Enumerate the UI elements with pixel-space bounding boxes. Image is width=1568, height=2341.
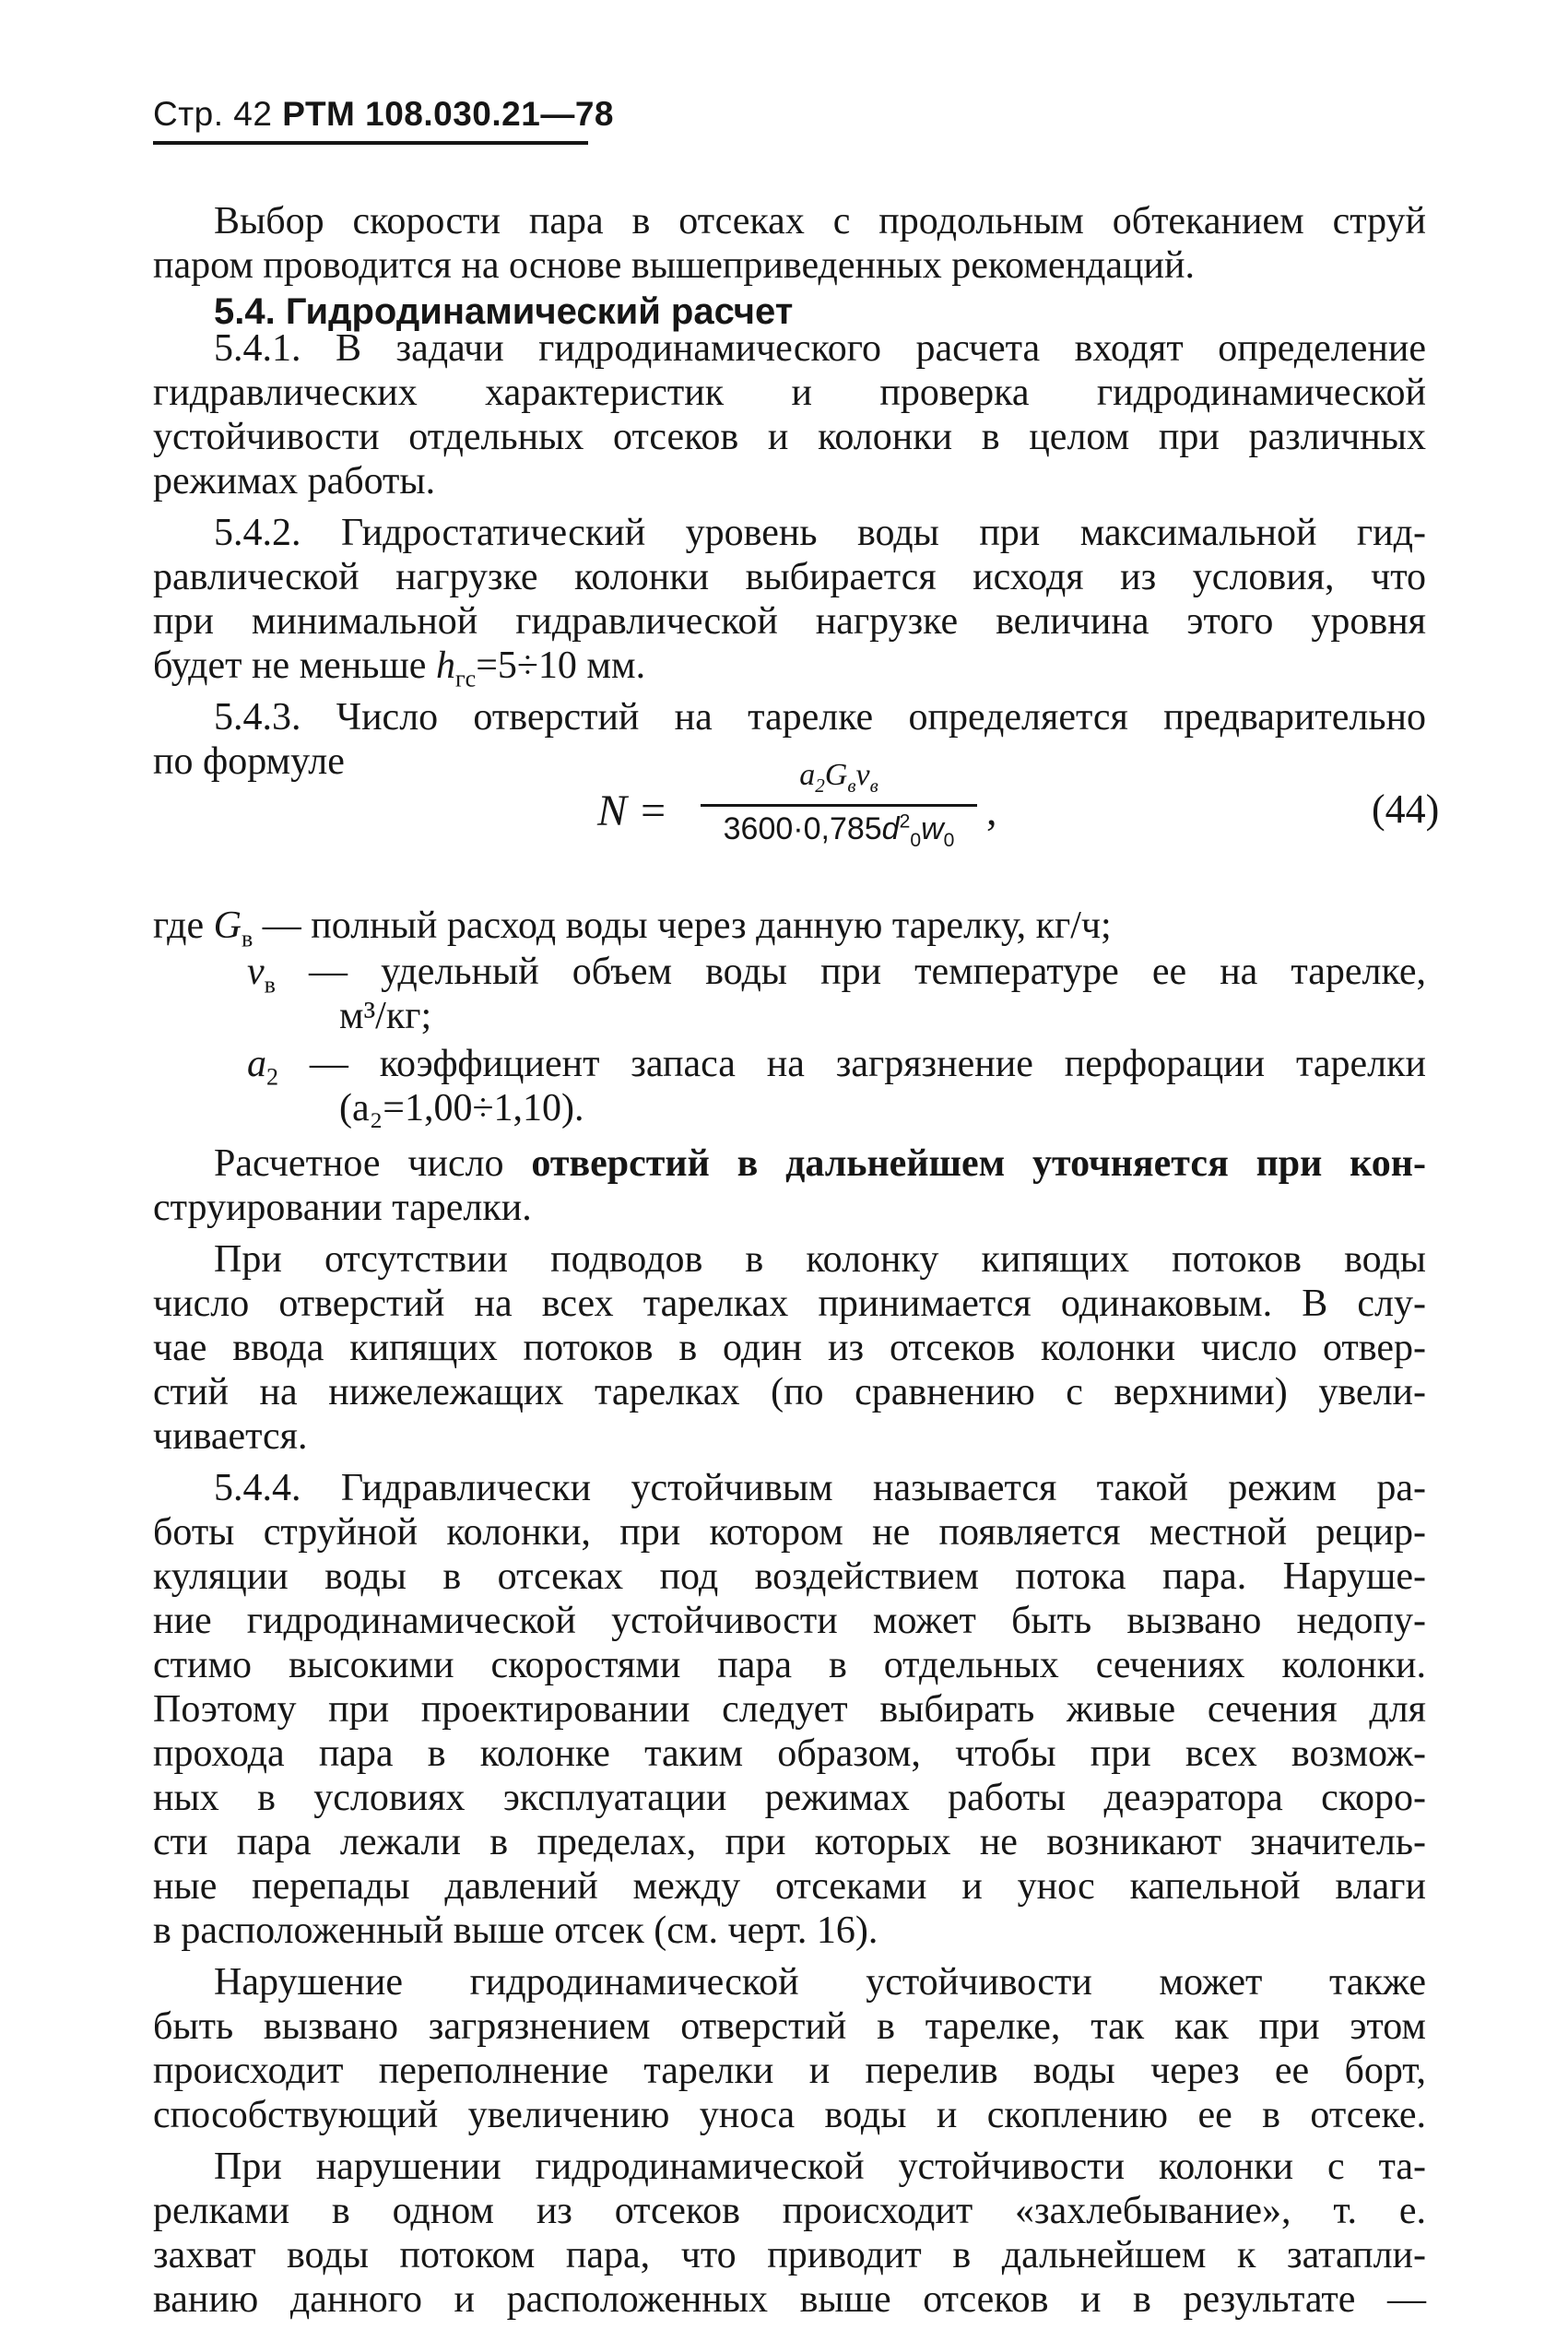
- where-item-a: [247, 1040, 1427, 1091]
- definition-text: — удельный объем воды при температуре ее на тарелке,: [309, 951, 1426, 993]
- subscript: в: [242, 925, 253, 952]
- text-line: при минимальной гидравлической нагрузке величина этого уровня: [153, 600, 1426, 643]
- formula-44: [0, 754, 1568, 874]
- header-rule: [153, 141, 588, 145]
- text-line: куляции воды в отсеках под воздействием потока пара. Наруше-: [153, 1555, 1426, 1598]
- subscript: 2: [266, 1063, 279, 1091]
- text-line: стимо высокими скоростями пара в отдельных сечениях колонки.: [153, 1644, 1426, 1686]
- text-line: [153, 642, 1426, 690]
- text-line: ние гидродинамической устойчивости может быть вызвано недопу-: [153, 1600, 1426, 1642]
- text-line: При нарушении гидродинамической устойчивости колонки с та-: [214, 2146, 1426, 2188]
- text-line: число отверстий на всех тарелках принимается одинаковым. В слу-: [153, 1283, 1426, 1325]
- formula-numerator: [701, 758, 977, 797]
- where-item-v-unit: м³/кг;: [339, 995, 432, 1037]
- text-line: 5.4.3. Число отверстий на тарелке определяется предварительно: [214, 696, 1426, 739]
- text-line: 5.4.4. Гидравлически устойчивым называется такой режим ра-: [214, 1467, 1426, 1509]
- symbol-v: v: [855, 758, 870, 792]
- subscript: 0: [943, 829, 955, 851]
- text-line: прохода пара в колонке таким образом, чтобы при всех возмож-: [153, 1732, 1426, 1775]
- subscript: в: [264, 971, 276, 999]
- where-item-g: [153, 902, 1426, 950]
- text-line: боты струйной колонки, при котором не появляется местной рецир-: [153, 1511, 1426, 1554]
- text-line: струировании тарелки.: [153, 1187, 532, 1229]
- text-line: Нарушение гидродинамической устойчивости может также: [214, 1961, 1426, 2004]
- text-line: Поэтому при проектировании следует выбирать живые сечения для: [153, 1688, 1426, 1731]
- symbol-d: d: [881, 811, 900, 846]
- symbol-v: v: [247, 951, 265, 993]
- text-line: режимах работы.: [153, 460, 436, 502]
- symbol-g: G: [824, 758, 848, 792]
- equation-number: (44): [1372, 786, 1440, 832]
- text-line: происходит переполнение тарелки и перелив воды через ее борт,: [153, 2050, 1426, 2092]
- subscript: в: [847, 774, 856, 797]
- text-line: [214, 1140, 1426, 1188]
- text-line: в расположенный выше отсек (см. черт. 16).: [153, 1909, 878, 1952]
- text-line: ных в условиях эксплуатации режимах работы деаэратора скоро-: [153, 1777, 1426, 1819]
- text-line: по формуле: [153, 740, 345, 783]
- text-line: чае ввода кипящих потоков в один из отсеков колонки число отвер-: [153, 1327, 1426, 1369]
- text-span: будет не меньше: [153, 644, 427, 687]
- text-line: способствующий увеличению уноса воды и скоплению ее в отсеке.: [153, 2094, 1426, 2136]
- text-line: устойчивости отдельных отсеков и колонки в целом при различных: [153, 416, 1426, 458]
- subscript: 2: [815, 774, 825, 797]
- where-label: где: [153, 904, 205, 947]
- formula-lhs: N =: [597, 786, 668, 835]
- text-line: При отсутствии подводов в колонку кипящих потоков воды: [214, 1238, 1426, 1281]
- text-line: ванию данного и расположенных выше отсеков и в результате —: [153, 2278, 1426, 2321]
- symbol-g: G: [213, 904, 242, 947]
- text-line: стий на нижележащих тарелках (по сравнению с верхними) увели-: [153, 1371, 1426, 1413]
- formula-comma: ,: [986, 786, 997, 834]
- fraction-bar: [701, 804, 977, 807]
- text-line: 5.4.2. Гидростатический уровень воды при максимальной гид-: [214, 512, 1426, 554]
- text-span: Расчетное число: [214, 1142, 504, 1185]
- section-heading: 5.4. Гидродинамический расчет: [214, 291, 794, 332]
- text-line: захват воды потоком пара, что приводит в дальнейшем к затапли-: [153, 2234, 1426, 2276]
- subscript: в: [869, 774, 878, 797]
- text-line: ные перепады давлений между отсеками и унос капельной влаги: [153, 1865, 1426, 1908]
- text-line: Выбор скорости пара в отсеках с продольным обтеканием струй: [214, 200, 1426, 242]
- subscript: гс: [454, 665, 477, 692]
- superscript: 2: [899, 810, 911, 833]
- running-header: [153, 95, 614, 134]
- text-line: сти пара лежали в пределах, при которых не возникают значитель-: [153, 1821, 1426, 1863]
- text-line: паром проводится на основе вышеприведенных рекомендаций.: [153, 244, 1195, 287]
- text-span: =5÷10 мм.: [476, 644, 646, 687]
- symbol-a: a: [799, 758, 816, 792]
- symbol-a: a: [247, 1043, 266, 1085]
- text-line: чивается.: [153, 1415, 308, 1458]
- where-item-a-range: (a₂=1,00÷1,10).: [339, 1087, 584, 1129]
- where-item-v: [247, 948, 1426, 999]
- text-line: быть вызвано загрязнением отверстий в тарелке, так как при этом: [153, 2005, 1426, 2048]
- bold-text-span: отверстий в дальнейшем уточняется при кон-: [531, 1142, 1426, 1185]
- text-line: гидравлических характеристик и проверка гидродинамической: [153, 372, 1426, 414]
- definition-text: — полный расход воды через данную тарелку, кг/ч;: [262, 904, 1112, 947]
- subscript: 0: [910, 829, 922, 851]
- document-code: РТМ 108.030.21—78: [282, 95, 614, 133]
- definition-text: — коэффициент запаса на загрязнение перфорации тарелки: [309, 1043, 1427, 1085]
- symbol-w: w: [921, 811, 944, 846]
- text-line: релками в одном из отсеков происходит «захлебывание», т. е.: [153, 2190, 1426, 2232]
- text-line: равлической нагрузке колонки выбирается исходя из условия, что: [153, 556, 1426, 598]
- text-span: 3600·0,785: [723, 811, 882, 846]
- page-label: Стр. 42: [153, 95, 273, 133]
- symbol-h: h: [435, 644, 455, 687]
- text-line: 5.4.1. В задачи гидродинамического расчета входят определение: [214, 327, 1426, 370]
- formula-denominator: [701, 810, 977, 851]
